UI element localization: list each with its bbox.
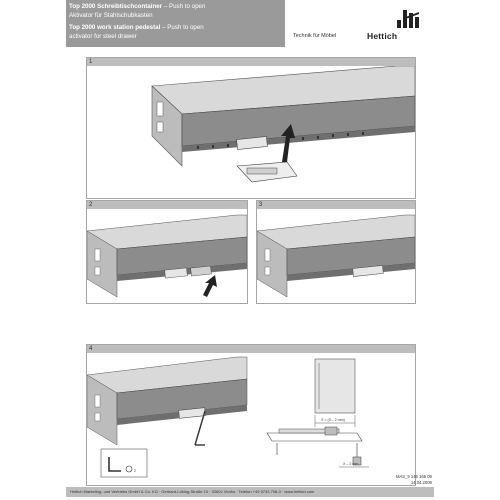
footer-band — [66, 487, 434, 497]
step-3-illustration — [257, 209, 415, 303]
subtitle-en: activator for steel drawer — [69, 33, 137, 40]
header-band — [66, 0, 285, 47]
allen-key-box — [101, 449, 147, 477]
step-1-panel — [86, 57, 416, 199]
subtitle-de: Aktivator für Stahlschubkasten — [69, 12, 153, 19]
title-en-text: Top 2000 work station pedestal — [69, 24, 161, 31]
logo-text: Hettich — [367, 31, 398, 41]
step-4-illustration — [87, 353, 415, 485]
title-de — [69, 3, 205, 11]
tagline: Technik für Möbel — [293, 33, 337, 39]
step-2-panel — [86, 200, 248, 304]
step-3-panel — [256, 200, 416, 304]
allen-key-size: 2 — [134, 469, 136, 473]
title-de-suffix: – Push to open — [163, 3, 206, 10]
dimension-x2: X – 2 mm — [343, 462, 359, 466]
step-4-tab — [87, 345, 415, 353]
title-de-text: Top 2000 Schreibtischcontainer — [69, 3, 163, 10]
doc-reference — [396, 474, 432, 485]
step-3-number: 3 — [259, 202, 263, 208]
step-2-number: 2 — [89, 202, 93, 208]
step-2-illustration — [87, 209, 247, 303]
brand-area — [285, 0, 434, 47]
dimension-x: X = (0 – 2 mm) — [321, 418, 345, 422]
step-1-number: 1 — [89, 59, 93, 65]
step-1-illustration — [87, 66, 415, 198]
step-1-tab — [87, 58, 415, 66]
doc-date: 14.04.2009 — [410, 479, 432, 485]
step-3-tab — [257, 201, 415, 209]
doc-number: MAS_9 146 165 09 — [396, 474, 432, 479]
footer-text: Hettich Marketing- und Vertriebs GmbH & Co. KG · Gerhard-Lüking-Straße 10 · 32602 Vlotho · Telefon +49 5733 798-0 · www.hettich.com — [70, 489, 315, 494]
step-4-number: 4 — [89, 346, 93, 352]
title-en-suffix: – Push to open — [162, 24, 204, 31]
step-4-panel — [86, 344, 416, 486]
step-2-tab — [87, 201, 247, 209]
title-en — [69, 24, 204, 32]
